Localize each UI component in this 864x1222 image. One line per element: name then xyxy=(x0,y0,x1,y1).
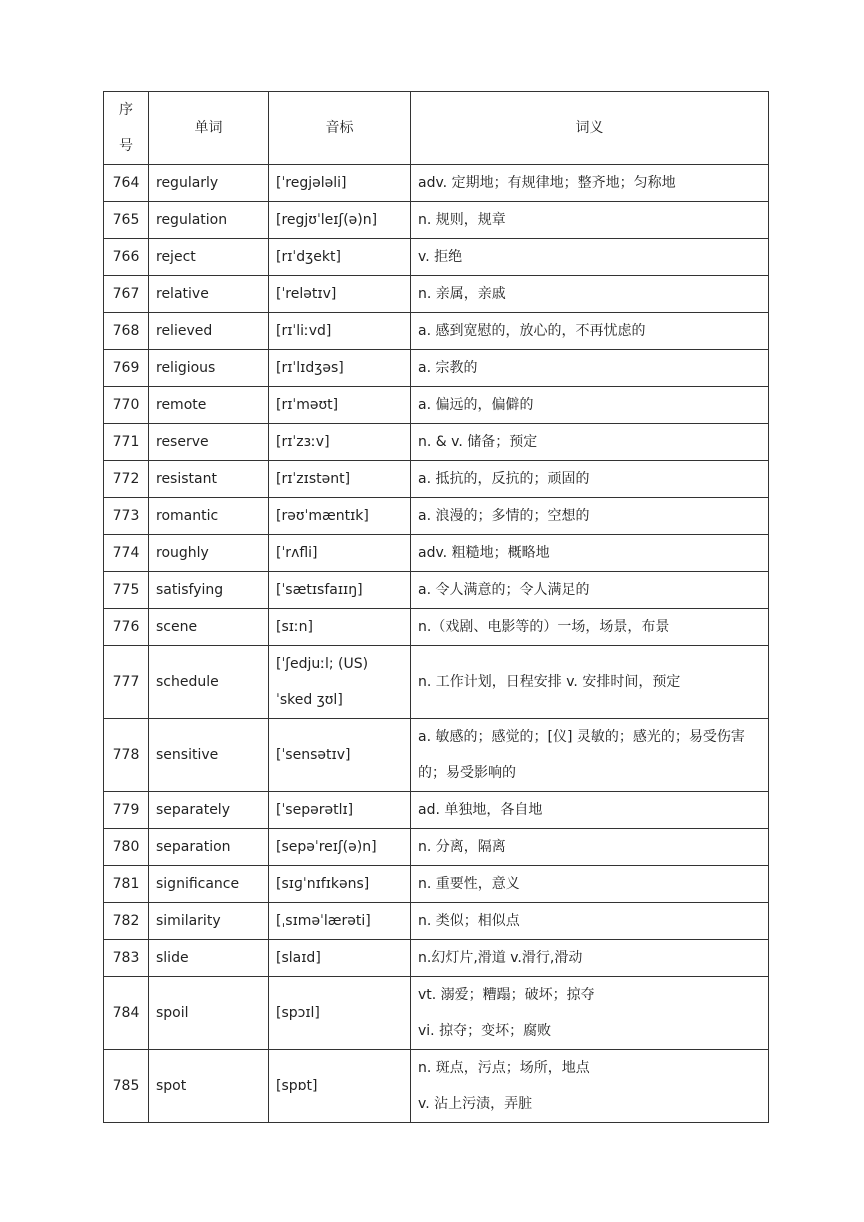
definition-line: n.（戏剧、电影等的）一场，场景，布景 xyxy=(418,619,670,635)
table-row xyxy=(104,239,769,276)
header-definition: 词义 xyxy=(411,92,769,165)
header-number xyxy=(104,92,149,165)
entry-number: 778 xyxy=(104,719,149,792)
entry-phonetic: [ˌsɪməˈlærəti] xyxy=(269,903,411,940)
entry-number: 766 xyxy=(104,239,149,276)
definition-line: n. & v. 储备；预定 xyxy=(418,434,538,450)
header-word: 单词 xyxy=(149,92,269,165)
table-row xyxy=(104,498,769,535)
entry-number: 776 xyxy=(104,609,149,646)
table-row xyxy=(104,202,769,239)
entry-phonetic: [rəʊˈmæntɪk] xyxy=(269,498,411,535)
entry-phonetic: [rɪˈməʊt] xyxy=(269,387,411,424)
table-row xyxy=(104,940,769,977)
definition-line: v. 拒绝 xyxy=(418,249,463,265)
table-row xyxy=(104,350,769,387)
definition-line: n. 工作计划，日程安排 v. 安排时间，预定 xyxy=(418,674,681,690)
definition-line: a. 偏远的，偏僻的 xyxy=(418,397,534,413)
entry-word: roughly xyxy=(149,535,269,572)
entry-word: sensitive xyxy=(149,719,269,792)
entry-definition xyxy=(411,572,769,609)
entry-word: satisfying xyxy=(149,572,269,609)
entry-word: resistant xyxy=(149,461,269,498)
entry-number: 765 xyxy=(104,202,149,239)
entry-number: 764 xyxy=(104,165,149,202)
entry-phonetic: [rɪˈliːvd] xyxy=(269,313,411,350)
table-row xyxy=(104,646,769,719)
entry-phonetic: [regjʊˈleɪʃ(ə)n] xyxy=(269,202,411,239)
table-row xyxy=(104,165,769,202)
entry-definition xyxy=(411,313,769,350)
table-header-row xyxy=(104,92,769,165)
entry-definition xyxy=(411,719,769,792)
definition-line: adv. 定期地；有规律地；整齐地；匀称地 xyxy=(418,175,676,191)
entry-definition xyxy=(411,646,769,719)
definition-line: ad. 单独地，各自地 xyxy=(418,802,543,818)
entry-definition xyxy=(411,165,769,202)
entry-phonetic: [ˈsepərətlɪ] xyxy=(269,792,411,829)
entry-word: significance xyxy=(149,866,269,903)
entry-number: 777 xyxy=(104,646,149,719)
entry-word: reject xyxy=(149,239,269,276)
table-row xyxy=(104,276,769,313)
entry-number: 772 xyxy=(104,461,149,498)
table-row xyxy=(104,313,769,350)
definition-line: a. 令人满意的；令人满足的 xyxy=(418,582,590,598)
entry-number: 785 xyxy=(104,1050,149,1123)
entry-definition xyxy=(411,202,769,239)
entry-phonetic: [sɪːn] xyxy=(269,609,411,646)
entry-number: 773 xyxy=(104,498,149,535)
header-number-line2: 号 xyxy=(119,138,133,154)
entry-word: romantic xyxy=(149,498,269,535)
entry-number: 771 xyxy=(104,424,149,461)
definition-line: n. 类似；相似点 xyxy=(418,913,520,929)
entry-phonetic: [rɪˈlɪdʒəs] xyxy=(269,350,411,387)
definition-line: vi. 掠夺；变坏；腐败 xyxy=(418,1023,552,1039)
vocabulary-table xyxy=(103,91,769,1123)
entry-number: 769 xyxy=(104,350,149,387)
table-row xyxy=(104,424,769,461)
entry-definition xyxy=(411,387,769,424)
definition-line: n. 亲属，亲戚 xyxy=(418,286,506,302)
entry-word: religious xyxy=(149,350,269,387)
entry-word: regulation xyxy=(149,202,269,239)
entry-phonetic: [sɪɡˈnɪfɪkəns] xyxy=(269,866,411,903)
entry-word: relative xyxy=(149,276,269,313)
table-row xyxy=(104,609,769,646)
table-row xyxy=(104,903,769,940)
entry-definition xyxy=(411,792,769,829)
entry-phonetic: [ˈsensətɪv] xyxy=(269,719,411,792)
entry-number: 770 xyxy=(104,387,149,424)
table-row xyxy=(104,572,769,609)
entry-word: spot xyxy=(149,1050,269,1123)
definition-line: n. 重要性，意义 xyxy=(418,876,520,892)
definition-line: a. 抵抗的，反抗的；顽固的 xyxy=(418,471,590,487)
entry-word: separately xyxy=(149,792,269,829)
entry-definition xyxy=(411,498,769,535)
definition-line: n.幻灯片,滑道 v.滑行,滑动 xyxy=(418,950,583,966)
header-phonetic: 音标 xyxy=(269,92,411,165)
entry-word: slide xyxy=(149,940,269,977)
definition-line: vt. 溺爱；糟蹋；破坏；掠夺 xyxy=(418,987,595,1003)
definition-line: a. 感到宽慰的，放心的，不再忧虑的 xyxy=(418,323,646,339)
definition-line: n. 斑点，污点；场所，地点 xyxy=(418,1060,590,1076)
entry-definition xyxy=(411,903,769,940)
entry-number: 779 xyxy=(104,792,149,829)
entry-word: remote xyxy=(149,387,269,424)
entry-definition xyxy=(411,1050,769,1123)
entry-phonetic: [sepəˈreɪʃ(ə)n] xyxy=(269,829,411,866)
definition-line: v. 沾上污渍，弄脏 xyxy=(418,1096,533,1112)
entry-phonetic: [ˈrʌfli] xyxy=(269,535,411,572)
entry-phonetic: [slaɪd] xyxy=(269,940,411,977)
definition-line: adv. 粗糙地；概略地 xyxy=(418,545,550,561)
entry-definition xyxy=(411,866,769,903)
entry-definition xyxy=(411,609,769,646)
table-row xyxy=(104,977,769,1050)
entry-definition xyxy=(411,424,769,461)
entry-number: 784 xyxy=(104,977,149,1050)
definition-line: n. 分离，隔离 xyxy=(418,839,506,855)
table-body xyxy=(104,165,769,1123)
entry-phonetic: [rɪˈzɪstənt] xyxy=(269,461,411,498)
entry-word: scene xyxy=(149,609,269,646)
entry-word: regularly xyxy=(149,165,269,202)
entry-definition xyxy=(411,239,769,276)
table-row xyxy=(104,461,769,498)
entry-number: 767 xyxy=(104,276,149,313)
table-row xyxy=(104,866,769,903)
entry-definition xyxy=(411,535,769,572)
entry-number: 775 xyxy=(104,572,149,609)
entry-number: 782 xyxy=(104,903,149,940)
table-row xyxy=(104,792,769,829)
table-row xyxy=(104,387,769,424)
entry-number: 780 xyxy=(104,829,149,866)
definition-line: a. 浪漫的；多情的；空想的 xyxy=(418,508,590,524)
entry-word: reserve xyxy=(149,424,269,461)
entry-number: 781 xyxy=(104,866,149,903)
entry-phonetic: [spɒt] xyxy=(269,1050,411,1123)
entry-phonetic: [rɪˈdʒekt] xyxy=(269,239,411,276)
entry-word: separation xyxy=(149,829,269,866)
entry-number: 768 xyxy=(104,313,149,350)
definition-line: n. 规则，规章 xyxy=(418,212,506,228)
entry-definition xyxy=(411,977,769,1050)
definition-line: a. 敏感的；感觉的；[仪] 灵敏的；感光的；易受伤害的；易受影响的 xyxy=(418,729,745,781)
entry-definition xyxy=(411,940,769,977)
entry-word: spoil xyxy=(149,977,269,1050)
entry-word: relieved xyxy=(149,313,269,350)
entry-number: 774 xyxy=(104,535,149,572)
definition-line: a. 宗教的 xyxy=(418,360,478,376)
table-row xyxy=(104,535,769,572)
entry-definition xyxy=(411,276,769,313)
entry-phonetic: [ˈregjələli] xyxy=(269,165,411,202)
entry-phonetic: [spɔɪl] xyxy=(269,977,411,1050)
entry-word: similarity xyxy=(149,903,269,940)
table-row xyxy=(104,1050,769,1123)
entry-phonetic: [rɪˈzɜːv] xyxy=(269,424,411,461)
table-row xyxy=(104,829,769,866)
entry-phonetic: [ˈʃedjuːl; (US) ˈsked ʒʊl] xyxy=(269,646,411,719)
header-number-line1: 序 xyxy=(119,102,133,118)
entry-definition xyxy=(411,350,769,387)
entry-definition xyxy=(411,461,769,498)
entry-definition xyxy=(411,829,769,866)
entry-phonetic: [ˈsætɪsfaɪɪŋ] xyxy=(269,572,411,609)
entry-phonetic: [ˈrelətɪv] xyxy=(269,276,411,313)
entry-word: schedule xyxy=(149,646,269,719)
entry-number: 783 xyxy=(104,940,149,977)
table-row xyxy=(104,719,769,792)
